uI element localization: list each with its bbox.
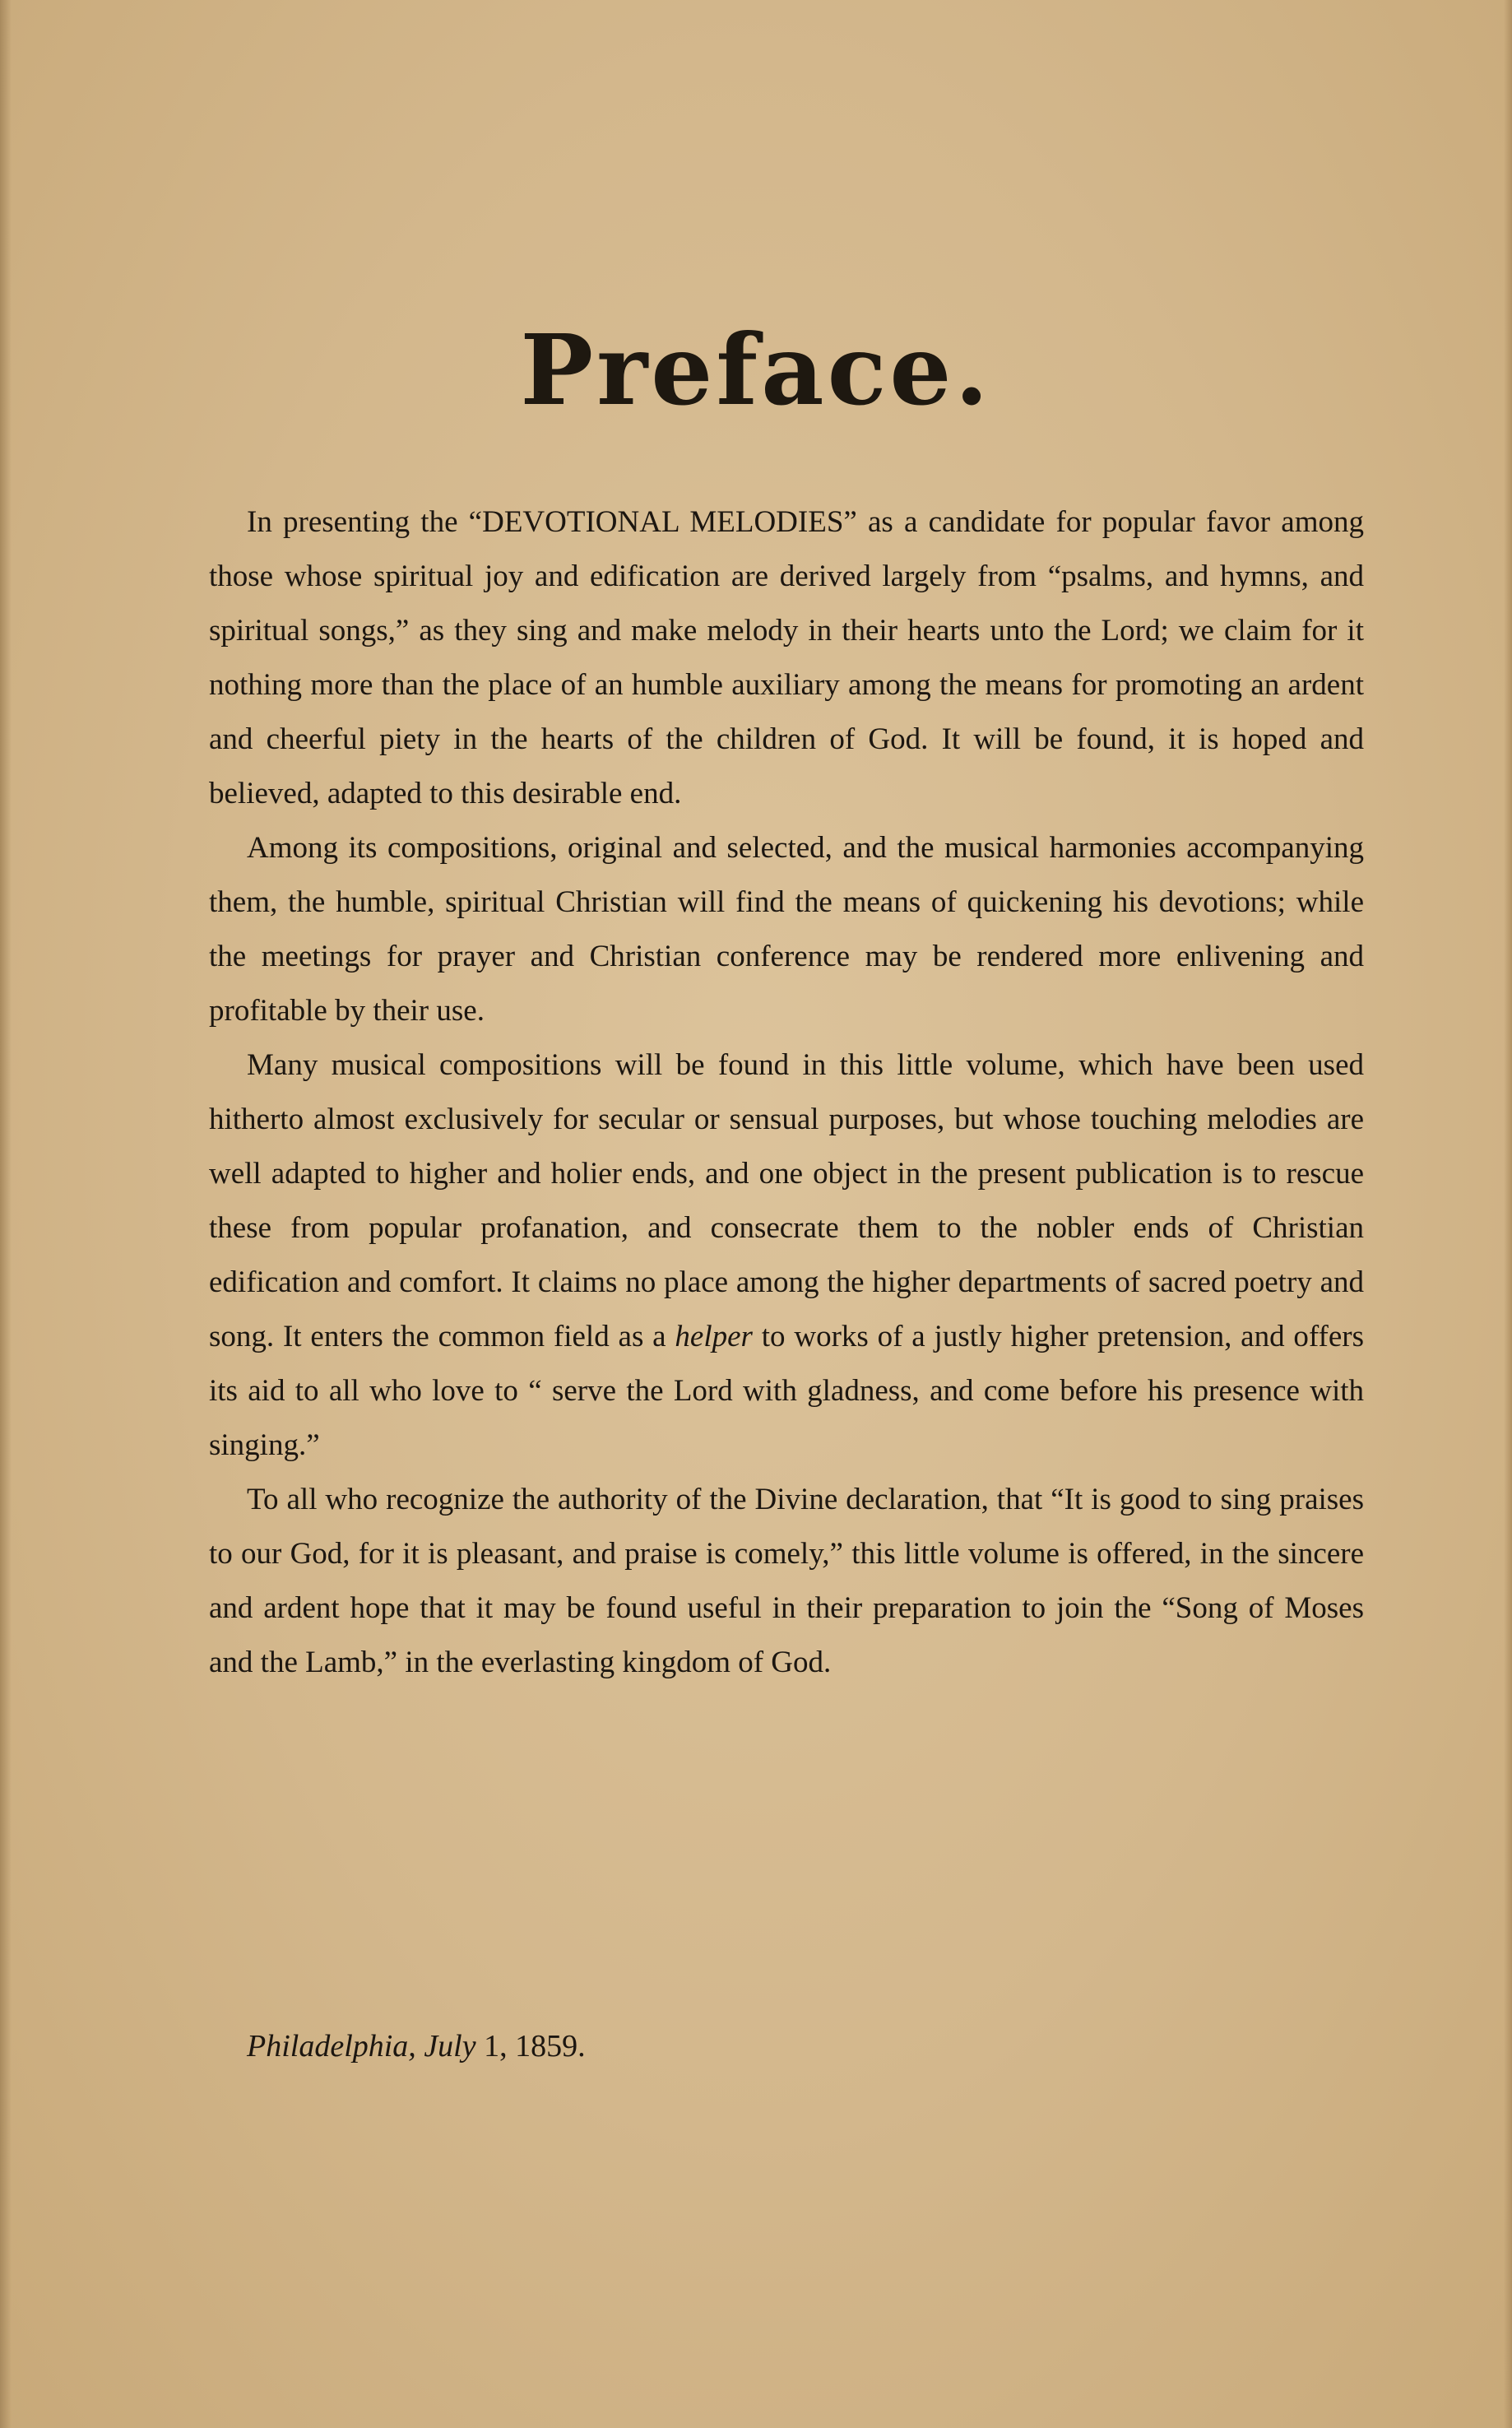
paragraph-3-italic-word: helper bbox=[675, 1320, 753, 1353]
paragraph-1-text: In presenting the “DEVOTIONAL MELODIES” as a candidate for popular favor among those whose spiritual joy and edification are derived largely from “psalms, and hymns, and spiritual songs,” as they sing and make melody in their hearts unto the Lord; we claim for it nothing more than the place of an humble auxiliary among the means for promoting an ardent and cheerful piety in the hearts of the children of God. It will be found, it is hoped and believed, adapted to this desirable end. bbox=[209, 505, 1364, 810]
preface-body bbox=[209, 495, 1364, 1690]
paragraph-2-text: Among its compositions, original and selected, and the musical harmonies accompanying them, the humble, spiritual Christian will find the means of quickening his devotions; while the meetings for prayer and Christian conference may be rendered more enlivening and profitable by their use. bbox=[209, 831, 1364, 1028]
paragraph-2 bbox=[209, 821, 1364, 1038]
paragraph-4 bbox=[209, 1473, 1364, 1690]
page-title: Preface. bbox=[520, 313, 992, 427]
paragraph-3-text-end: to works of a justly higher pretension, and offers its aid to all who love to “ serve the Lord with gladness, and come before his presence with singing.” bbox=[209, 1320, 1365, 1462]
dateline-year: 1, 1859. bbox=[484, 2029, 586, 2064]
dateline bbox=[247, 2028, 586, 2064]
paragraph-4-text: To all who recognize the authority of the Divine declaration, that “It is good to sing praises to our God, for it is pleasant, and praise is comely,” this little volume is offered, in the sincere and ardent hope that it may be found useful in their preparation to join the “Song of Moses and the Lamb,” in the everlasting kingdom of God. bbox=[209, 1483, 1364, 1679]
paragraph-1 bbox=[209, 495, 1364, 821]
dateline-month: July bbox=[424, 2029, 476, 2064]
paragraph-3-text-start: Many musical compositions will be found in this little volume, which have been used hitherto almost exclusively for secular or sensual purposes, but whose touching melodies are well adapted to higher and holier ends, and one object in the present publication is to rescue these from popular profanation, and consecrate them to the nobler ends of Christian edification and comfort. It claims no place among the higher departments of sacred poetry and song. It enters the common field as a bbox=[209, 1048, 1364, 1353]
dateline-place: Philadelphia, bbox=[247, 2029, 416, 2064]
paragraph-3 bbox=[209, 1038, 1364, 1473]
